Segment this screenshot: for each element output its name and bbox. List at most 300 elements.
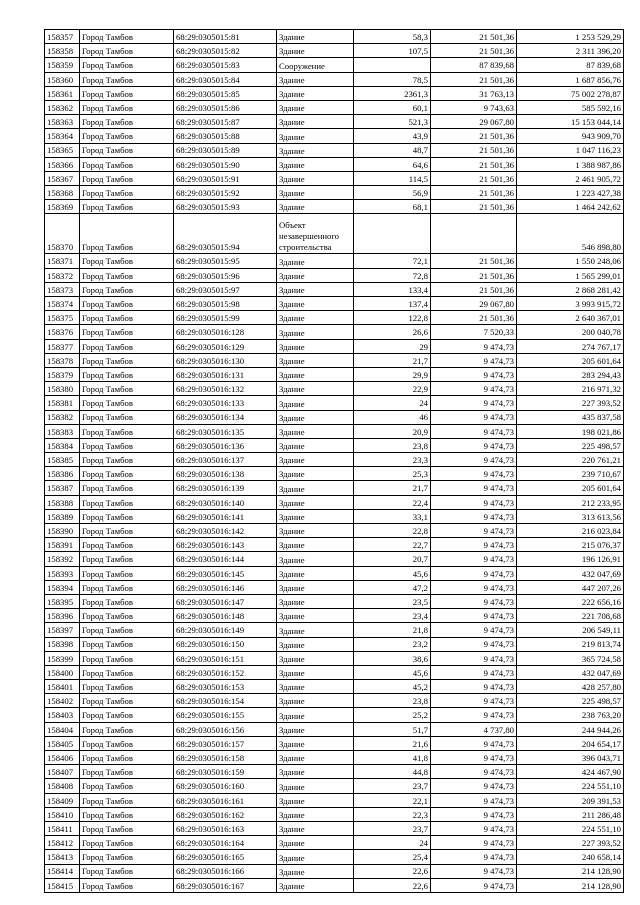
row-number-cell: 158360 bbox=[45, 72, 80, 86]
specific-value-cell: 9 474,73 bbox=[431, 821, 517, 835]
municipality-cell: Город Тамбов bbox=[80, 736, 174, 750]
row-number-cell: 158414 bbox=[45, 864, 80, 878]
object-type-cell: Здание bbox=[277, 157, 354, 171]
row-number-cell: 158365 bbox=[45, 143, 80, 157]
specific-value-cell: 9 474,73 bbox=[431, 623, 517, 637]
row-number-cell: 158370 bbox=[45, 214, 80, 254]
specific-value-cell: 9 474,73 bbox=[431, 424, 517, 438]
specific-value-cell: 87 839,68 bbox=[431, 58, 517, 72]
object-type-cell: Здание bbox=[277, 495, 354, 509]
area-cell: 72,1 bbox=[354, 254, 431, 268]
municipality-cell: Город Тамбов bbox=[80, 821, 174, 835]
object-type-cell: Здание bbox=[277, 665, 354, 679]
cadastral-value-cell: 1 464 242,62 bbox=[517, 200, 624, 214]
municipality-cell: Город Тамбов bbox=[80, 779, 174, 793]
object-type-cell: Здание bbox=[277, 424, 354, 438]
municipality-cell: Город Тамбов bbox=[80, 58, 174, 72]
cadastral-value-cell: 585 592,16 bbox=[517, 100, 624, 114]
table-row bbox=[45, 186, 624, 200]
cadastral-value-cell: 209 391,53 bbox=[517, 793, 624, 807]
table-row bbox=[45, 509, 624, 523]
area-cell: 48,7 bbox=[354, 143, 431, 157]
table-row bbox=[45, 157, 624, 171]
cadastral-value-cell: 943 909,70 bbox=[517, 129, 624, 143]
object-type-cell: Здание bbox=[277, 143, 354, 157]
object-type-cell: Здание bbox=[277, 382, 354, 396]
area-cell: 56,9 bbox=[354, 186, 431, 200]
row-number-cell: 158372 bbox=[45, 268, 80, 282]
table-row bbox=[45, 779, 624, 793]
row-number-cell: 158357 bbox=[45, 30, 80, 44]
area-cell: 46 bbox=[354, 410, 431, 424]
area-cell: 20,9 bbox=[354, 424, 431, 438]
cadastral-value-cell: 313 613,56 bbox=[517, 509, 624, 523]
area-cell: 29 bbox=[354, 339, 431, 353]
table-row bbox=[45, 609, 624, 623]
row-number-cell: 158367 bbox=[45, 171, 80, 185]
cadastral-number-cell: 68:29:0305016:149 bbox=[174, 623, 277, 637]
row-number-cell: 158399 bbox=[45, 651, 80, 665]
cadastral-value-cell: 225 498,57 bbox=[517, 694, 624, 708]
area-cell: 41,8 bbox=[354, 751, 431, 765]
area-cell: 47,2 bbox=[354, 580, 431, 594]
municipality-cell: Город Тамбов bbox=[80, 297, 174, 311]
object-type-cell: Здание bbox=[277, 594, 354, 608]
area-cell: 25,4 bbox=[354, 850, 431, 864]
specific-value-cell: 9 474,73 bbox=[431, 708, 517, 722]
cadastral-value-cell: 432 047,69 bbox=[517, 566, 624, 580]
object-type-cell: Здание bbox=[277, 850, 354, 864]
row-number-cell: 158393 bbox=[45, 566, 80, 580]
row-number-cell: 158397 bbox=[45, 623, 80, 637]
cadastral-value-cell: 205 601,64 bbox=[517, 353, 624, 367]
municipality-cell: Город Тамбов bbox=[80, 694, 174, 708]
area-cell: 22,1 bbox=[354, 793, 431, 807]
row-number-cell: 158364 bbox=[45, 129, 80, 143]
cadastral-value-cell: 1 223 427,38 bbox=[517, 186, 624, 200]
object-type-cell: Здание bbox=[277, 339, 354, 353]
municipality-cell: Город Тамбов bbox=[80, 325, 174, 339]
area-cell: 58,3 bbox=[354, 30, 431, 44]
cadastral-number-cell: 68:29:0305016:138 bbox=[174, 467, 277, 481]
area-cell: 122,8 bbox=[354, 311, 431, 325]
area-cell: 23,3 bbox=[354, 453, 431, 467]
cadastral-value-cell: 200 040,78 bbox=[517, 325, 624, 339]
row-number-cell: 158383 bbox=[45, 424, 80, 438]
cadastral-value-cell: 205 601,64 bbox=[517, 481, 624, 495]
row-number-cell: 158377 bbox=[45, 339, 80, 353]
object-type-cell: Здание bbox=[277, 580, 354, 594]
table-row bbox=[45, 438, 624, 452]
municipality-cell: Город Тамбов bbox=[80, 30, 174, 44]
row-number-cell: 158410 bbox=[45, 807, 80, 821]
area-cell: 23,4 bbox=[354, 609, 431, 623]
table-row bbox=[45, 481, 624, 495]
table-row bbox=[45, 524, 624, 538]
specific-value-cell: 21 501,36 bbox=[431, 129, 517, 143]
cadastral-number-cell: 68:29:0305015:88 bbox=[174, 129, 277, 143]
cadastral-number-cell: 68:29:0305015:97 bbox=[174, 282, 277, 296]
specific-value-cell bbox=[431, 214, 517, 254]
table-row bbox=[45, 623, 624, 637]
table-row bbox=[45, 382, 624, 396]
area-cell: 22,4 bbox=[354, 495, 431, 509]
row-number-cell: 158366 bbox=[45, 157, 80, 171]
cadastral-number-cell: 68:29:0305016:159 bbox=[174, 765, 277, 779]
cadastral-value-cell: 244 944,26 bbox=[517, 722, 624, 736]
area-cell: 23,8 bbox=[354, 694, 431, 708]
specific-value-cell: 9 474,73 bbox=[431, 339, 517, 353]
municipality-cell: Город Тамбов bbox=[80, 637, 174, 651]
cadastral-number-cell: 68:29:0305016:146 bbox=[174, 580, 277, 594]
table-row bbox=[45, 651, 624, 665]
cadastral-number-cell: 68:29:0305016:165 bbox=[174, 850, 277, 864]
cadastral-value-cell: 365 724,58 bbox=[517, 651, 624, 665]
object-type-cell: Здание bbox=[277, 396, 354, 410]
area-cell: 24 bbox=[354, 396, 431, 410]
table-row bbox=[45, 339, 624, 353]
object-type-cell: Здание bbox=[277, 311, 354, 325]
cadastral-value-cell: 1 550 248,06 bbox=[517, 254, 624, 268]
cadastral-number-cell: 68:29:0305015:84 bbox=[174, 72, 277, 86]
table-row bbox=[45, 268, 624, 282]
cadastral-number-cell: 68:29:0305016:140 bbox=[174, 495, 277, 509]
table-row bbox=[45, 325, 624, 339]
municipality-cell: Город Тамбов bbox=[80, 538, 174, 552]
object-type-cell: Здание bbox=[277, 878, 354, 892]
object-type-cell: Здание bbox=[277, 779, 354, 793]
specific-value-cell: 9 474,73 bbox=[431, 467, 517, 481]
municipality-cell: Город Тамбов bbox=[80, 200, 174, 214]
specific-value-cell: 9 474,73 bbox=[431, 353, 517, 367]
specific-value-cell: 9 474,73 bbox=[431, 438, 517, 452]
cadastral-number-cell: 68:29:0305016:161 bbox=[174, 793, 277, 807]
cadastral-number-cell: 68:29:0305016:158 bbox=[174, 751, 277, 765]
cadastral-value-cell: 224 551,10 bbox=[517, 821, 624, 835]
object-type-cell: Здание bbox=[277, 129, 354, 143]
row-number-cell: 158405 bbox=[45, 736, 80, 750]
cadastral-number-cell: 68:29:0305016:141 bbox=[174, 509, 277, 523]
cadastral-number-cell: 68:29:0305015:87 bbox=[174, 115, 277, 129]
table-row bbox=[45, 214, 624, 254]
cadastral-value-cell: 435 837,58 bbox=[517, 410, 624, 424]
table-row bbox=[45, 58, 624, 72]
object-type-cell: Здание bbox=[277, 254, 354, 268]
table-row bbox=[45, 143, 624, 157]
area-cell: 22,6 bbox=[354, 864, 431, 878]
area-cell: 38,6 bbox=[354, 651, 431, 665]
table-row bbox=[45, 311, 624, 325]
table-row bbox=[45, 129, 624, 143]
table-row bbox=[45, 864, 624, 878]
row-number-cell: 158362 bbox=[45, 100, 80, 114]
municipality-cell: Город Тамбов bbox=[80, 850, 174, 864]
municipality-cell: Город Тамбов bbox=[80, 594, 174, 608]
cadastral-value-cell: 2 640 367,01 bbox=[517, 311, 624, 325]
object-type-cell: Здание bbox=[277, 694, 354, 708]
cadastral-value-cell: 428 257,80 bbox=[517, 680, 624, 694]
row-number-cell: 158392 bbox=[45, 552, 80, 566]
specific-value-cell: 21 501,36 bbox=[431, 268, 517, 282]
specific-value-cell: 9 474,73 bbox=[431, 793, 517, 807]
row-number-cell: 158361 bbox=[45, 86, 80, 100]
row-number-cell: 158398 bbox=[45, 637, 80, 651]
area-cell: 22,9 bbox=[354, 382, 431, 396]
cadastral-number-cell: 68:29:0305015:91 bbox=[174, 171, 277, 185]
object-type-cell: Здание bbox=[277, 297, 354, 311]
area-cell bbox=[354, 214, 431, 254]
specific-value-cell: 9 474,73 bbox=[431, 779, 517, 793]
row-number-cell: 158384 bbox=[45, 438, 80, 452]
specific-value-cell: 9 474,73 bbox=[431, 509, 517, 523]
cadastral-number-cell: 68:29:0305016:147 bbox=[174, 594, 277, 608]
table-row bbox=[45, 467, 624, 481]
specific-value-cell: 9 474,73 bbox=[431, 637, 517, 651]
cadastral-value-cell: 227 393,52 bbox=[517, 836, 624, 850]
specific-value-cell: 4 737,80 bbox=[431, 722, 517, 736]
object-type-cell: Здание bbox=[277, 509, 354, 523]
object-type-cell: Здание bbox=[277, 186, 354, 200]
row-number-cell: 158385 bbox=[45, 453, 80, 467]
cadastral-number-cell: 68:29:0305016:164 bbox=[174, 836, 277, 850]
row-number-cell: 158415 bbox=[45, 878, 80, 892]
cadastral-value-cell: 447 207,26 bbox=[517, 580, 624, 594]
table-row bbox=[45, 86, 624, 100]
municipality-cell: Город Тамбов bbox=[80, 44, 174, 58]
table-row bbox=[45, 580, 624, 594]
row-number-cell: 158401 bbox=[45, 680, 80, 694]
row-number-cell: 158407 bbox=[45, 765, 80, 779]
object-type-cell: Здание bbox=[277, 453, 354, 467]
specific-value-cell: 9 474,73 bbox=[431, 580, 517, 594]
specific-value-cell: 9 474,73 bbox=[431, 864, 517, 878]
object-type-cell: Здание bbox=[277, 30, 354, 44]
cadastral-number-cell: 68:29:0305016:133 bbox=[174, 396, 277, 410]
table-row bbox=[45, 850, 624, 864]
cadastral-number-cell: 68:29:0305016:148 bbox=[174, 609, 277, 623]
municipality-cell: Город Тамбов bbox=[80, 157, 174, 171]
cadastral-number-cell: 68:29:0305015:93 bbox=[174, 200, 277, 214]
specific-value-cell: 9 474,73 bbox=[431, 481, 517, 495]
area-cell: 107,5 bbox=[354, 44, 431, 58]
municipality-cell: Город Тамбов bbox=[80, 214, 174, 254]
table-row bbox=[45, 30, 624, 44]
row-number-cell: 158395 bbox=[45, 594, 80, 608]
cadastral-value-cell: 274 767,17 bbox=[517, 339, 624, 353]
row-number-cell: 158373 bbox=[45, 282, 80, 296]
row-number-cell: 158371 bbox=[45, 254, 80, 268]
row-number-cell: 158382 bbox=[45, 410, 80, 424]
object-type-cell: Здание bbox=[277, 680, 354, 694]
area-cell: 45,2 bbox=[354, 680, 431, 694]
table-row bbox=[45, 44, 624, 58]
cadastral-number-cell: 68:29:0305015:85 bbox=[174, 86, 277, 100]
object-type-cell: Сооружение bbox=[277, 58, 354, 72]
specific-value-cell: 9 474,73 bbox=[431, 382, 517, 396]
row-number-cell: 158376 bbox=[45, 325, 80, 339]
cadastral-value-cell: 1 687 856,76 bbox=[517, 72, 624, 86]
object-type-cell: Здание bbox=[277, 864, 354, 878]
cadastral-number-cell: 68:29:0305016:162 bbox=[174, 807, 277, 821]
specific-value-cell: 9 474,73 bbox=[431, 552, 517, 566]
object-type-cell: Здание bbox=[277, 481, 354, 495]
area-cell: 21,8 bbox=[354, 623, 431, 637]
municipality-cell: Город Тамбов bbox=[80, 268, 174, 282]
object-type-cell: Здание bbox=[277, 282, 354, 296]
municipality-cell: Город Тамбов bbox=[80, 382, 174, 396]
specific-value-cell: 9 474,73 bbox=[431, 807, 517, 821]
row-number-cell: 158358 bbox=[45, 44, 80, 58]
cadastral-value-cell: 396 043,71 bbox=[517, 751, 624, 765]
object-type-cell: Здание bbox=[277, 722, 354, 736]
municipality-cell: Город Тамбов bbox=[80, 438, 174, 452]
municipality-cell: Город Тамбов bbox=[80, 129, 174, 143]
cadastral-value-cell: 224 551,10 bbox=[517, 779, 624, 793]
municipality-cell: Город Тамбов bbox=[80, 793, 174, 807]
cadastral-number-cell: 68:29:0305016:139 bbox=[174, 481, 277, 495]
row-number-cell: 158378 bbox=[45, 353, 80, 367]
cadastral-number-cell: 68:29:0305016:153 bbox=[174, 680, 277, 694]
specific-value-cell: 21 501,36 bbox=[431, 311, 517, 325]
cadastral-number-cell: 68:29:0305015:95 bbox=[174, 254, 277, 268]
cadastral-value-cell: 1 047 116,23 bbox=[517, 143, 624, 157]
cadastral-number-cell: 68:29:0305016:163 bbox=[174, 821, 277, 835]
cadastral-value-cell: 206 549,11 bbox=[517, 623, 624, 637]
municipality-cell: Город Тамбов bbox=[80, 566, 174, 580]
row-number-cell: 158396 bbox=[45, 609, 80, 623]
area-cell: 2361,3 bbox=[354, 86, 431, 100]
cadastral-value-cell: 1 388 987,86 bbox=[517, 157, 624, 171]
object-type-cell: Здание bbox=[277, 708, 354, 722]
table-row bbox=[45, 453, 624, 467]
specific-value-cell: 9 474,73 bbox=[431, 495, 517, 509]
cadastral-value-cell: 216 971,32 bbox=[517, 382, 624, 396]
table-row bbox=[45, 665, 624, 679]
table-row bbox=[45, 72, 624, 86]
table-row bbox=[45, 751, 624, 765]
area-cell: 22,8 bbox=[354, 524, 431, 538]
cadastral-value-cell: 424 467,90 bbox=[517, 765, 624, 779]
object-type-cell: Здание bbox=[277, 353, 354, 367]
cadastral-number-cell: 68:29:0305016:152 bbox=[174, 665, 277, 679]
specific-value-cell: 9 474,73 bbox=[431, 410, 517, 424]
cadastral-value-cell: 546 898,80 bbox=[517, 214, 624, 254]
cadastral-value-cell: 283 294,43 bbox=[517, 367, 624, 381]
object-type-cell: Здание bbox=[277, 793, 354, 807]
row-number-cell: 158374 bbox=[45, 297, 80, 311]
municipality-cell: Город Тамбов bbox=[80, 836, 174, 850]
table-row bbox=[45, 495, 624, 509]
cadastral-number-cell: 68:29:0305016:150 bbox=[174, 637, 277, 651]
area-cell: 78,5 bbox=[354, 72, 431, 86]
object-type-cell: Объект незавершенного строительства bbox=[277, 214, 354, 254]
row-number-cell: 158412 bbox=[45, 836, 80, 850]
row-number-cell: 158369 bbox=[45, 200, 80, 214]
specific-value-cell: 21 501,36 bbox=[431, 30, 517, 44]
area-cell: 23,2 bbox=[354, 637, 431, 651]
cadastral-value-cell: 196 126,91 bbox=[517, 552, 624, 566]
specific-value-cell: 9 743,63 bbox=[431, 100, 517, 114]
municipality-cell: Город Тамбов bbox=[80, 100, 174, 114]
object-type-cell: Здание bbox=[277, 72, 354, 86]
cadastral-value-cell: 211 286,48 bbox=[517, 807, 624, 821]
cadastral-number-cell: 68:29:0305016:129 bbox=[174, 339, 277, 353]
municipality-cell: Город Тамбов bbox=[80, 807, 174, 821]
table-row bbox=[45, 297, 624, 311]
cadastral-value-cell: 219 813,74 bbox=[517, 637, 624, 651]
cadastral-number-cell: 68:29:0305015:96 bbox=[174, 268, 277, 282]
row-number-cell: 158413 bbox=[45, 850, 80, 864]
table-row bbox=[45, 708, 624, 722]
table-row bbox=[45, 254, 624, 268]
object-type-cell: Здание bbox=[277, 467, 354, 481]
table-row bbox=[45, 171, 624, 185]
row-number-cell: 158404 bbox=[45, 722, 80, 736]
table-row bbox=[45, 594, 624, 608]
area-cell: 137,4 bbox=[354, 297, 431, 311]
municipality-cell: Город Тамбов bbox=[80, 171, 174, 185]
cadastral-number-cell: 68:29:0305016:154 bbox=[174, 694, 277, 708]
table-row bbox=[45, 396, 624, 410]
municipality-cell: Город Тамбов bbox=[80, 115, 174, 129]
specific-value-cell: 9 474,73 bbox=[431, 850, 517, 864]
table-body bbox=[45, 30, 624, 893]
table-row bbox=[45, 115, 624, 129]
cadastral-number-cell: 68:29:0305016:130 bbox=[174, 353, 277, 367]
area-cell: 51,7 bbox=[354, 722, 431, 736]
object-type-cell: Здание bbox=[277, 524, 354, 538]
object-type-cell: Здание bbox=[277, 538, 354, 552]
cadastral-value-table bbox=[44, 29, 624, 893]
area-cell: 72,8 bbox=[354, 268, 431, 282]
object-type-cell: Здание bbox=[277, 637, 354, 651]
specific-value-cell: 9 474,73 bbox=[431, 751, 517, 765]
specific-value-cell: 9 474,73 bbox=[431, 651, 517, 665]
cadastral-number-cell: 68:29:0305016:160 bbox=[174, 779, 277, 793]
cadastral-number-cell: 68:29:0305015:83 bbox=[174, 58, 277, 72]
cadastral-number-cell: 68:29:0305015:92 bbox=[174, 186, 277, 200]
cadastral-value-cell: 239 710,67 bbox=[517, 467, 624, 481]
cadastral-value-cell: 15 153 044,14 bbox=[517, 115, 624, 129]
municipality-cell: Город Тамбов bbox=[80, 665, 174, 679]
area-cell bbox=[354, 58, 431, 72]
cadastral-number-cell: 68:29:0305016:144 bbox=[174, 552, 277, 566]
table-row bbox=[45, 736, 624, 750]
area-cell: 64,6 bbox=[354, 157, 431, 171]
municipality-cell: Город Тамбов bbox=[80, 708, 174, 722]
municipality-cell: Город Тамбов bbox=[80, 353, 174, 367]
object-type-cell: Здание bbox=[277, 410, 354, 424]
cadastral-number-cell: 68:29:0305016:128 bbox=[174, 325, 277, 339]
municipality-cell: Город Тамбов bbox=[80, 254, 174, 268]
municipality-cell: Город Тамбов bbox=[80, 765, 174, 779]
municipality-cell: Город Тамбов bbox=[80, 143, 174, 157]
table-row bbox=[45, 694, 624, 708]
row-number-cell: 158375 bbox=[45, 311, 80, 325]
cadastral-number-cell: 68:29:0305015:94 bbox=[174, 214, 277, 254]
municipality-cell: Город Тамбов bbox=[80, 311, 174, 325]
cadastral-value-cell: 212 233,95 bbox=[517, 495, 624, 509]
area-cell: 24 bbox=[354, 836, 431, 850]
cadastral-number-cell: 68:29:0305016:131 bbox=[174, 367, 277, 381]
area-cell: 45,6 bbox=[354, 566, 431, 580]
area-cell: 25,2 bbox=[354, 708, 431, 722]
specific-value-cell: 21 501,36 bbox=[431, 171, 517, 185]
object-type-cell: Здание bbox=[277, 367, 354, 381]
table-row bbox=[45, 424, 624, 438]
row-number-cell: 158379 bbox=[45, 367, 80, 381]
row-number-cell: 158409 bbox=[45, 793, 80, 807]
